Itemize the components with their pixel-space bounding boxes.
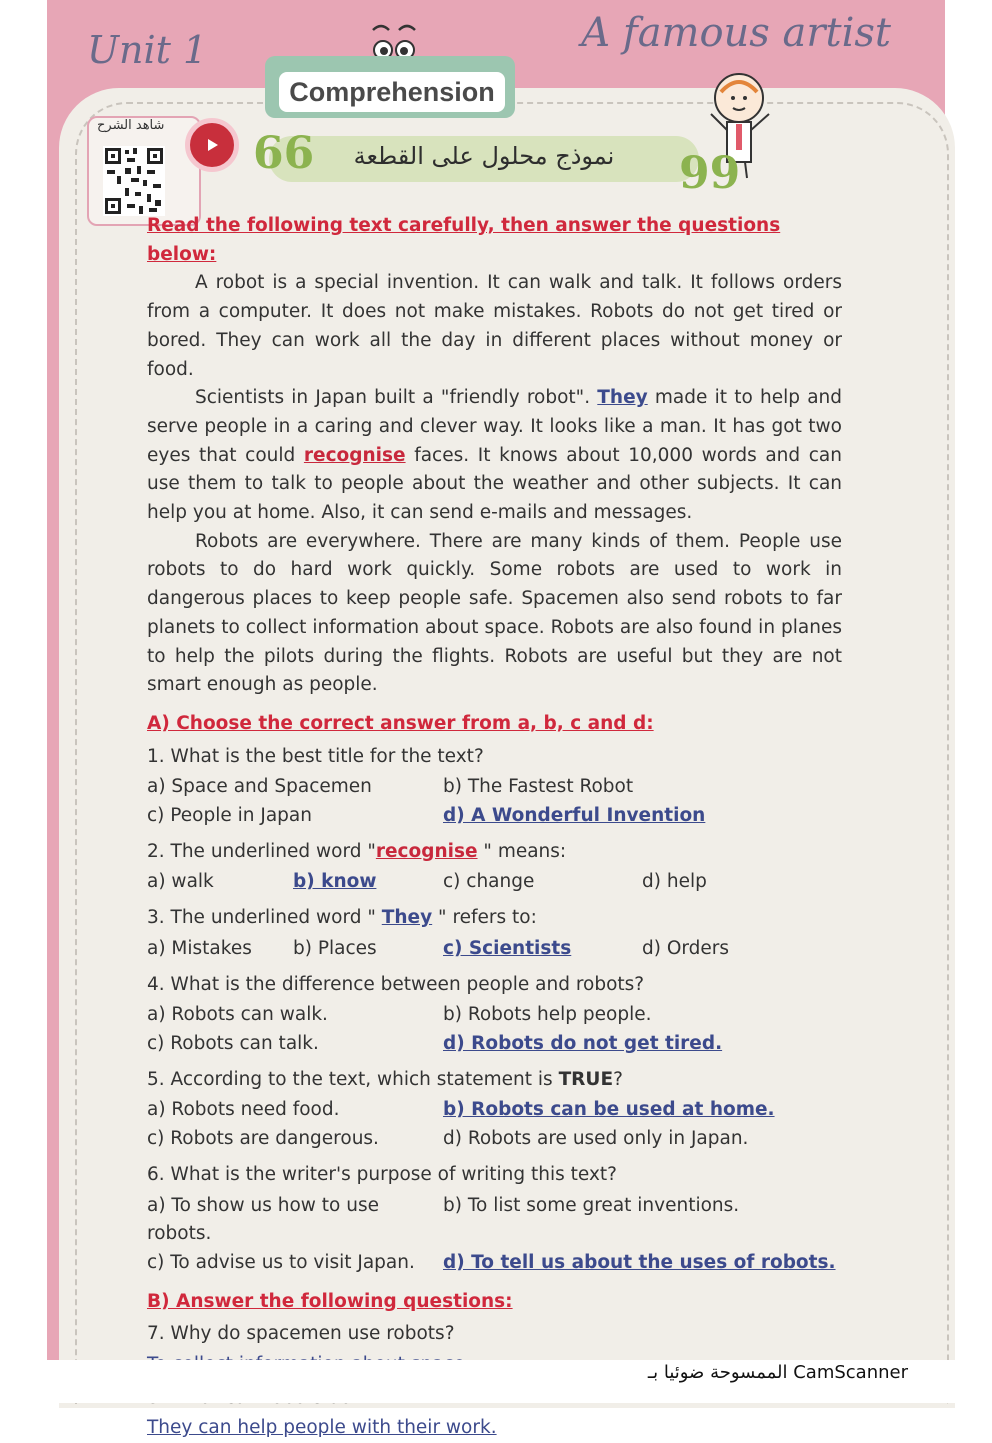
q1-option-b: b) The Fastest Robot: [443, 776, 634, 798]
unit-title: A famous artist: [581, 10, 891, 56]
q1-option-c: c) People in Japan: [147, 805, 312, 827]
question-2-text: [147, 838, 842, 867]
open-quote-icon: 66: [253, 128, 315, 179]
q2-option-d: d) help: [642, 871, 707, 893]
worksheet-content: [147, 210, 842, 1443]
section-b-heading: B) Answer the following questions:: [147, 1290, 513, 1312]
q5-option-c: c) Robots are dangerous.: [147, 1128, 379, 1150]
question-6-text: 6. What is the writer's purpose of writing this text?: [147, 1163, 617, 1185]
reading-paragraph-1: A robot is a special invention. It can walk and talk. It follows orders from a computer. It does not make mistakes. Robots do not get tired or bored. They can work all the day in different places without money or food.: [147, 272, 842, 380]
play-video-button[interactable]: [185, 118, 239, 172]
answer-8: They can help people with their work.: [147, 1417, 497, 1439]
q3-option-d: d) Orders: [642, 937, 730, 959]
q4-option-a: a) Robots can walk.: [147, 1004, 328, 1026]
q2-text-start: 2. The underlined word ": [147, 840, 376, 862]
q6-option-a: a) To show us how to use robots.: [147, 1194, 379, 1245]
q2-word: recognise: [375, 840, 478, 862]
reading-paragraph-3: Robots are everywhere. There are many kinds of them. People use robots to do hard work quickly. Some robots are used to work in dangerous places to keep people safe. Spacemen also send robots to far planets to collect information about space. Robots are also found in planes to help the pilots during the flights. Robots are useful but they are not smart enough as people.: [147, 530, 842, 696]
q5-text-start: 5. According to the text, which statement is: [147, 1068, 559, 1090]
q6-option-c: c) To advise us to visit Japan.: [147, 1251, 415, 1273]
q5-option-d: d) Robots are used only in Japan.: [443, 1128, 749, 1150]
q2-text-end: " means:: [477, 840, 567, 862]
q4-option-b: b) Robots help people.: [443, 1004, 652, 1026]
comprehension-tab: Comprehension: [279, 72, 505, 112]
solved-model-banner-text: نموذج محلول على القطعة: [353, 142, 615, 170]
question-5-text: [147, 1066, 842, 1095]
q3-option-a: a) Mistakes: [147, 937, 252, 959]
q5-true-word: TRUE: [558, 1068, 614, 1090]
p2-text-start: Scientists in Japan built a "friendly robot".: [195, 387, 598, 409]
p2-text-end: faces. It knows about 10,000 words and can use them to talk to people about the weather and other subjects. It can help you at home. Also, it can send e-mails and messages.: [147, 444, 842, 524]
question-2: [147, 838, 842, 897]
q6-option-d-answer: d) To tell us about the uses of robots.: [443, 1251, 836, 1273]
question-4-text: 4. What is the difference between people and robots?: [147, 973, 645, 995]
q1-option-d-answer: d) A Wonderful Invention: [443, 805, 706, 827]
word-they: They: [597, 387, 648, 409]
qr-code-icon[interactable]: [103, 146, 165, 216]
word-recognise: recognise: [303, 444, 406, 466]
q3-option-b: b) Places: [293, 937, 377, 959]
q4-option-c: c) Robots can talk.: [147, 1032, 319, 1054]
question-1-text: 1. What is the best title for the text?: [147, 745, 484, 767]
unit-label: Unit 1: [87, 28, 208, 72]
q3-text-start: 3. The underlined word ": [147, 907, 382, 929]
question-3-text: [147, 904, 842, 933]
q2-option-b-answer: b) know: [293, 871, 377, 893]
camscanner-watermark: الممسوحة ضوئيا بـ CamScanner: [647, 1362, 908, 1383]
q5-text-end: ?: [613, 1068, 623, 1090]
q5-option-b-answer: b) Robots can be used at home.: [443, 1099, 775, 1121]
reading-paragraph-2: [147, 384, 842, 528]
q3-text-end: " refers to:: [432, 907, 537, 929]
q2-option-a: a) walk: [147, 871, 214, 893]
close-quote-icon: 99: [679, 148, 741, 199]
play-icon: [204, 137, 220, 153]
question-5: [147, 1066, 842, 1154]
section-a-heading: A) Choose the correct answer from a, b, c and d:: [147, 712, 654, 734]
q6-option-b: b) To list some great inventions.: [443, 1194, 740, 1216]
q4-option-d-answer: d) Robots do not get tired.: [443, 1032, 723, 1054]
qr-label: شاهد الشرح: [97, 118, 165, 133]
question-4: [147, 971, 842, 1059]
question-6: [147, 1161, 842, 1278]
q5-option-a: a) Robots need food.: [147, 1099, 340, 1121]
q1-option-a: a) Space and Spacemen: [147, 776, 372, 798]
p2-text-mid: made it to help and serve people in a caring and clever way. It looks like a man. It has got two eyes that could: [147, 387, 842, 466]
question-1: [147, 743, 842, 831]
q3-option-c-answer: c) Scientists: [443, 937, 572, 959]
question-3: [147, 904, 842, 963]
reading-instruction: Read the following text carefully, then answer the questions below:: [147, 215, 781, 265]
q2-option-c: c) change: [443, 871, 535, 893]
q3-word: They: [381, 907, 433, 929]
question-7-text: 7. Why do spacemen use robots?: [147, 1323, 455, 1345]
